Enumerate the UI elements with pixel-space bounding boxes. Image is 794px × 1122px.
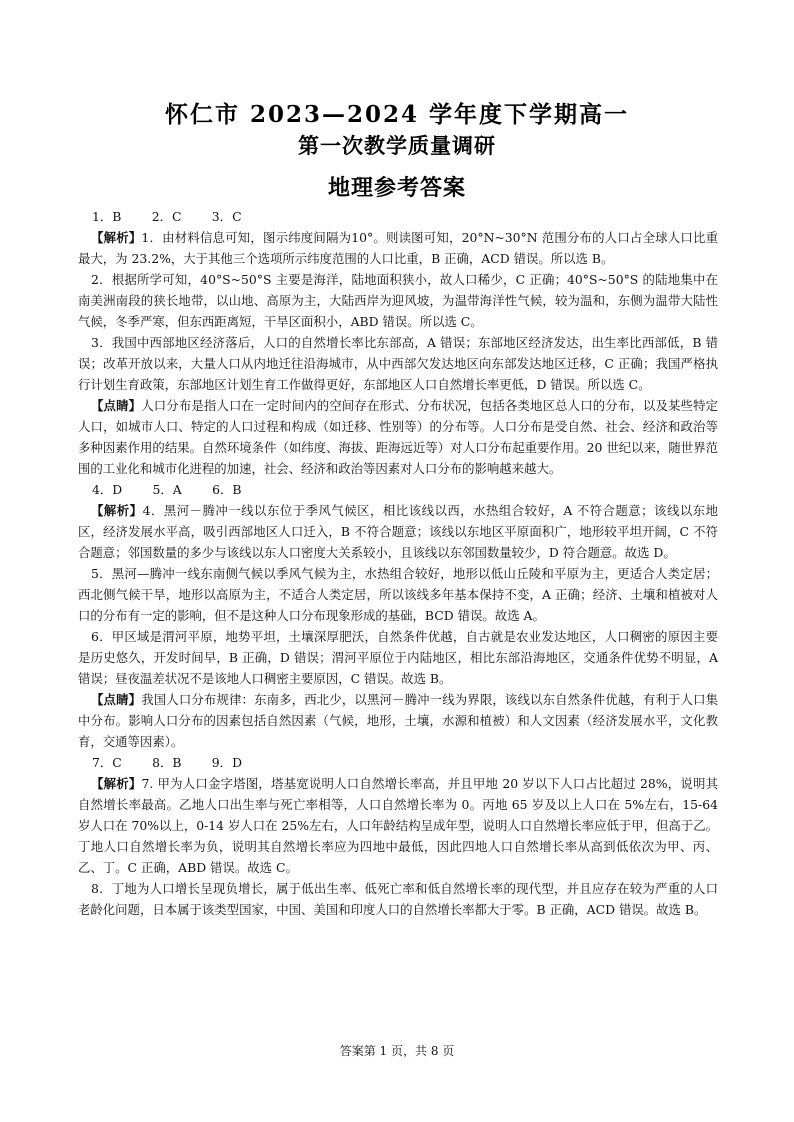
- answer-key-row: 4．D 5．A 6．B: [92, 482, 242, 497]
- analysis-text: 1．由材料信息可知，图示纬度间隔为10°。则读图可知，20°N~30°N 范围分布的人口占全球人口比重最大，为 23.2%，大于其他三个选项所示纬度范围的人口比重，B 正确，ACD 错误。所以选 B。: [78, 230, 718, 266]
- tip-tag: 【点睛】: [91, 398, 142, 413]
- analysis-paragraph: [78, 773, 718, 878]
- analysis-paragraph: [78, 227, 718, 269]
- analysis-paragraph: 3．我国中西部地区经济落后，人口的自然增长率比东部高，A 错误；东部地区经济发达，出生率比西部低，B 错误；改革开放以来，大量人口从内地迁往沿海城市，从中西部欠发达地区向东部发达地区迁移，C 正确；我国严格执行计划生育政策，东部地区计划生育工作做得更好，东部地区人口自然增长率更低，D 错误。所以选 C。: [78, 335, 718, 392]
- analysis-text: 4．黑河－腾冲一线以东位于季风气候区，相比该线以西，水热组合较好，A 不符合题意；该线以东地区，经济发展水平高，吸引西部地区人口迁入，B 不符合题意；该线以东地区平原面积广，地形较平坦开阔，C 不符合题意；邻国数量的多少与该线以东人口密度大关系较小，且该线以东邻国数量较少，D 符合题意。故选 D。: [78, 503, 718, 560]
- analysis-text: 7. 甲为人口金字塔图，塔基宽说明人口自然增长率高，并且甲地 20 岁以下人口占比超过 28%，说明其自然增长率最高。乙地人口出生率与死亡率相等，人口自然增长率为 0。丙地 65 岁及以上人口在 5%左右，15-64 岁人口在 70%以上，0-14 岁人口在 25%左右，人口年龄结构呈成年型，说明人口自然增长率应低于甲，但高于乙。丁地人口自然增长率为负，说明其自然增长率应为四地中最低，因此四地人口自然增长率从高到低依次为甲、丙、乙、丁。C 正确，ABD 错误。故选 C。: [78, 776, 719, 875]
- answer-key-row: 1．B 2．C 3．C: [92, 209, 242, 224]
- analysis-paragraph: 5．黑河—腾冲一线东南侧气候以季风气候为主，水热组合较好，地形以低山丘陵和平原为主，更适合人类定居；西北侧气候干旱，地形以高原为主，不适合人类定居，所以该线多年基本保持不变，A 正确；经济、土壤和植被对人口的分布有一定的影响，但不是这种人口分布现象形成的基础，BCD 错误。故选 A。: [78, 566, 718, 623]
- answer-body: [78, 206, 718, 920]
- tip-text: 人口分布是指人口在一定时间内的空间存在形式、分布状况，包括各类地区总人口的分布，以及某些特定人口，如城市人口、特定的人口过程和构成（如迁移、性别等）的分布等。人口分布是受自然、社会、经济和政治等多种因素作用的结果。自然环境条件（如纬度、海拔、距海远近等）对人口分布起重要作用。20 世纪以来，随世界范围的工业化和城市化进程的加速，社会、经济和政治等因素对人口分布的影响越来越大。: [78, 398, 719, 476]
- tip-tag: 【点睛】: [91, 692, 142, 707]
- analysis-paragraph: 8．丁地为人口增长呈现负增长，属于低出生率、低死亡率和低自然增长率的现代型，并且应存在较为严重的人口老龄化问题，日本属于该类型国家，中国、美国和印度人口的自然增长率都大于零。B 正确，ACD 错误。故选 B。: [78, 881, 718, 917]
- analysis-paragraph: [78, 500, 718, 563]
- section-heading: 地理参考答案: [327, 175, 466, 201]
- analysis-paragraph: 6．甲区域是渭河平原，地势平坦，土壤深厚肥沃，自然条件优越，自古就是农业发达地区，人口稠密的原因主要是历史悠久，开发时间早，B 正确，D 错误；渭河平原位于内陆地区，相比东部沿海地区，交通条件优势不明显，A 错误；昼夜温差状况不是该地人口稠密主要原因，C 错误。故选 B。: [78, 629, 718, 686]
- answer-key-row: 7．C 8．B 9．D: [92, 755, 243, 770]
- tip-paragraph: [78, 689, 718, 752]
- page-subtitle: 第一次教学质量调研: [298, 133, 496, 158]
- analysis-tag: 【解析】: [91, 230, 142, 245]
- tip-paragraph: [78, 395, 718, 479]
- tip-text: 我国人口分布规律：东南多，西北少，以黑河－腾冲一线为界限，该线以东自然条件优越，有利于人口集中分布。影响人口分布的因素包括自然因素（气候，地形，土壤，水源和植被）和人文因素（经济发展水平，文化教育，交通等因素）。: [78, 692, 719, 749]
- page-footer: 答案第 1 页，共 8 页: [339, 1044, 455, 1058]
- analysis-tag: 【解析】: [91, 503, 143, 518]
- analysis-tag: 【解析】: [91, 776, 142, 791]
- analysis-paragraph: 2．根据所学可知，40°S~50°S 主要是海洋，陆地面积狭小，故人口稀少，C 正确；40°S~50°S 的陆地集中在南美洲南段的狭长地带，以山地、高原为主，大陆西岸为迎风坡，为温带海洋性气候，较为温和，东侧为温带大陆性气候，冬季严寒，但东西距离短，干旱区面积小，ABD 错误。所以选 C。: [78, 272, 718, 329]
- page-title: 怀仁市 2023—2024 学年度下学期高一: [164, 101, 630, 128]
